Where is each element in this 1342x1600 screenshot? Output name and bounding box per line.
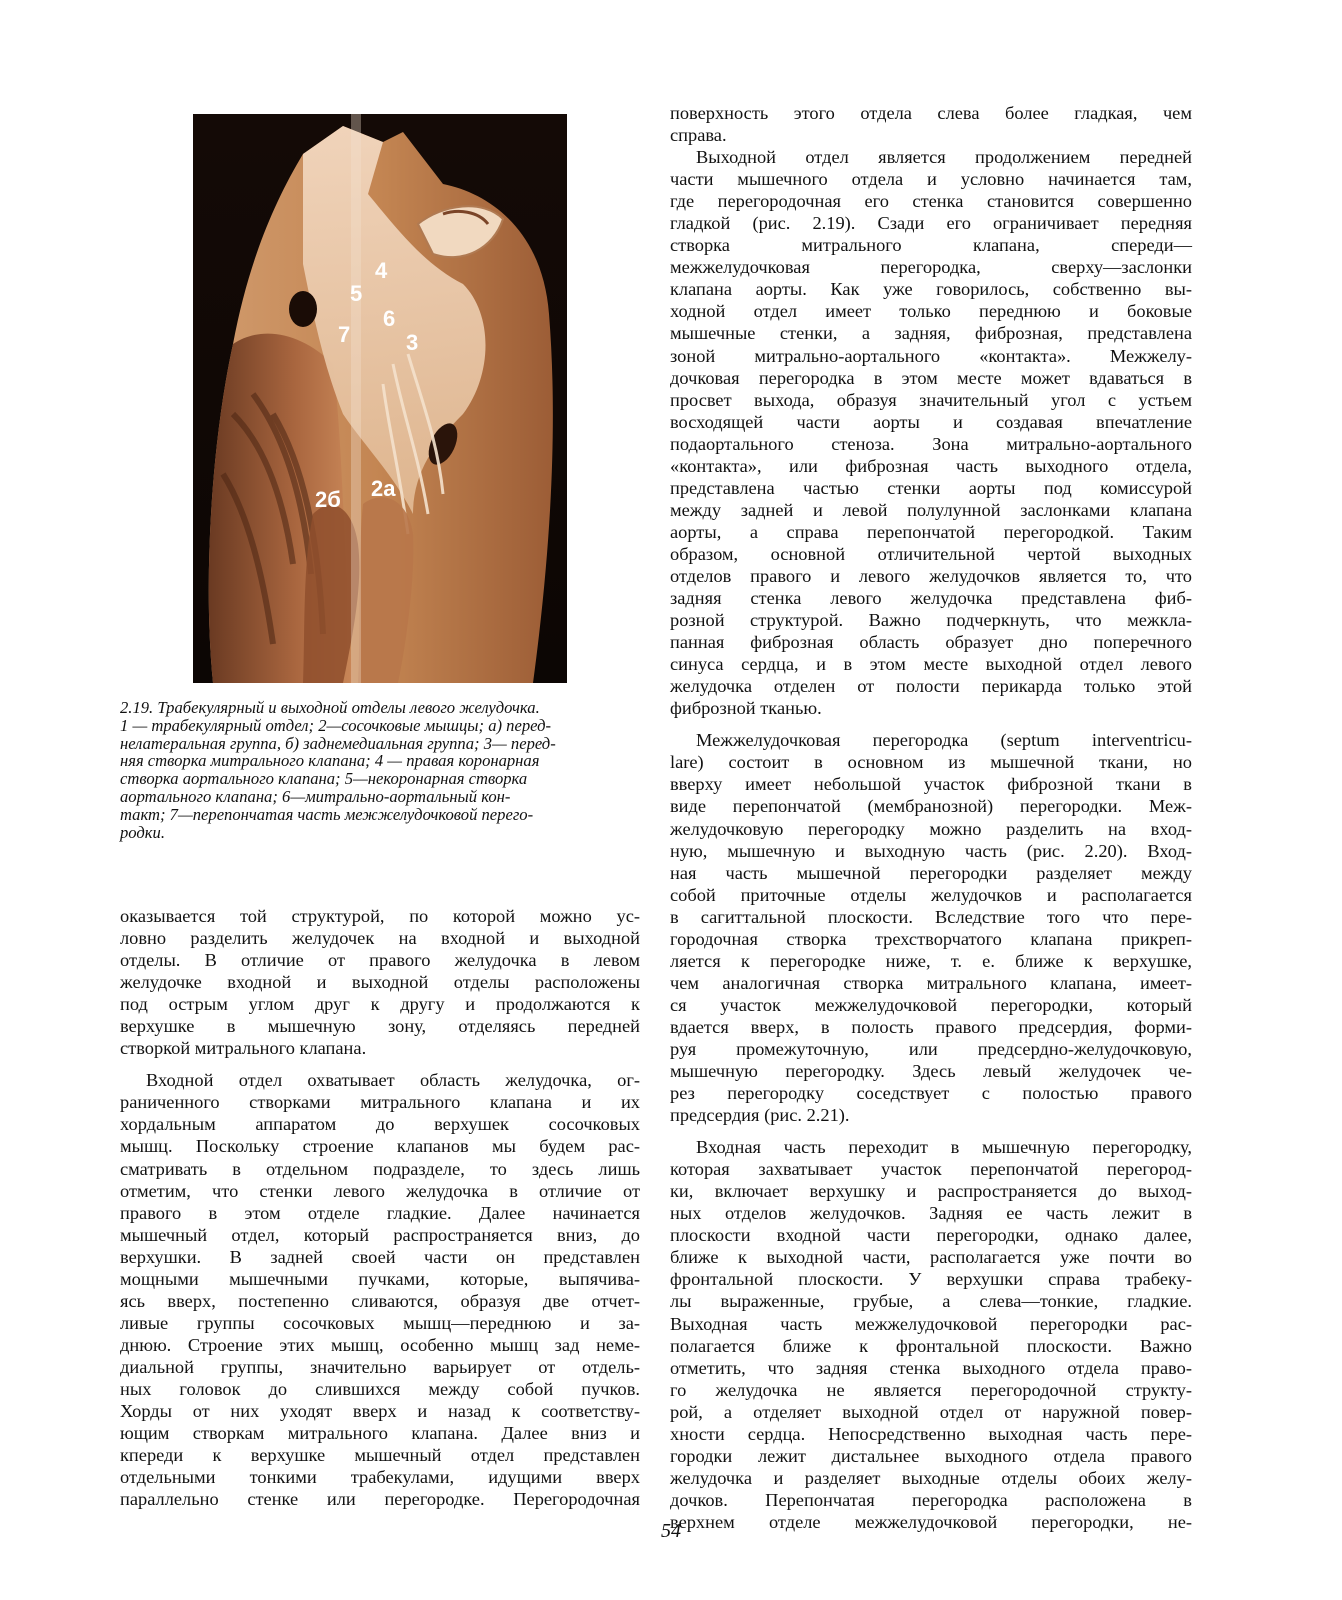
text-line: дочковая перегородка в этом месте может вдаваться в: [670, 367, 1192, 388]
text-line: желудочка отделен от полости перикарда только этой: [670, 676, 1192, 697]
text-line: Межжелудочковая перегородка (septum interventricu-: [696, 730, 1192, 751]
text-line: ки, включает верхушку и распространяется до выход-: [670, 1181, 1192, 1202]
text-line: ных головок до слившихся между собой пучков.: [120, 1378, 640, 1399]
caption-line: такт; 7—перепончатая часть межжелудочковой перего-: [120, 804, 534, 824]
text-line: параллельно стенке или перегородке. Перегородочная: [120, 1489, 640, 1510]
text-line: створкой митрального клапана.: [120, 1038, 367, 1059]
text-line: рой, а отделяет выходной отдел от наружной повер-: [670, 1401, 1192, 1422]
text-line: лы выраженные, грубые, а слева—тонкие, гладкие.: [670, 1291, 1192, 1312]
text-line: руя промежуточную, или предсердно-желудочковую,: [670, 1038, 1192, 1059]
text-line: фиброзной тканью.: [670, 698, 822, 719]
text-line: предсердия (рис. 2.21).: [670, 1105, 850, 1126]
text-line: мышечную перегородку. Здесь левый желудочек че-: [670, 1061, 1192, 1082]
text-line: ная часть мышечной перегородки разделяет между: [670, 862, 1192, 883]
text-line: ясь вверх, постепенно сливаются, образуя две отчет-: [120, 1290, 640, 1311]
text-line: ближе к выходной части, располагается уже почти во: [670, 1247, 1192, 1268]
right-column-text: [670, 102, 1192, 1533]
text-line: зоной митрально-аортального «контакта». Межжелу-: [670, 345, 1192, 366]
text-line: хности сердца. Непосредственно выходная часть пере-: [670, 1423, 1192, 1444]
text-line: между задней и левой полулунной заслонками клапана: [670, 499, 1192, 520]
text-line: ную, мышечную и выходную часть (рис. 2.20). Вход-: [670, 840, 1192, 861]
text-line: «контакта», или фиброзная часть выходного отдела,: [670, 455, 1192, 476]
text-line: отдельными тонкими трабекулами, идущими вверх: [120, 1467, 640, 1488]
caption-line: 2.19. Трабекулярный и выходной отделы левого желудочка.: [120, 698, 540, 717]
text-line: просвет выхода, образуя значительный угол с устьем: [670, 389, 1192, 410]
text-line: ляется к перегородке ниже, т. е. ближе к верхушке,: [670, 950, 1192, 971]
left-column-text: [120, 905, 640, 1510]
text-line: поверхность этого отдела слева более гладкая, чем: [670, 103, 1192, 123]
text-line: городки лежит дистальнее выходного отдела правого: [670, 1445, 1192, 1466]
text-line: дочков. Перепончатая перегородка расположена в: [670, 1489, 1192, 1510]
paragraph: [670, 146, 1192, 719]
paragraph: [120, 1069, 640, 1510]
text-line: желудочке входной и выходной отделы расположены: [120, 972, 640, 993]
text-line: правого в этом отделе гладкие. Далее начинается: [120, 1202, 640, 1223]
text-line: кпереди к верхушке мышечный отдел представлен: [120, 1445, 640, 1466]
caption-line: родки.: [120, 822, 165, 842]
paragraph: [670, 102, 1192, 146]
caption-line: створка аортального клапана; 5—некоронарная створка: [120, 769, 528, 789]
text-line: ходной отдел имеет только переднюю и боковые: [670, 301, 1192, 322]
text-line: где перегородочная его стенка становится совершенно: [670, 191, 1192, 212]
text-line: ливые группы сосочковых мышц—переднюю и за-: [120, 1312, 640, 1333]
text-line: межжелудочковая перегородка, сверху—заслонки: [670, 257, 1192, 278]
page-number: 54: [661, 1520, 681, 1542]
text-line: представлена частью стенки аорты под комиссурой: [670, 477, 1192, 498]
text-line: синуса сердца, и в этом месте выходной отдел левого: [670, 654, 1192, 675]
text-line: задняя стенка левого желудочка представлена фиб-: [670, 588, 1192, 609]
text-line: в сагиттальной плоскости. Вследствие того что пере-: [670, 906, 1192, 927]
caption-line: 1 — трабекулярный отдел; 2—сосочковые мышцы; а) перед-: [120, 715, 551, 735]
figure-label-3: 3: [406, 330, 419, 355]
text-line: гладкой (рис. 2.19). Сзади его ограничивает передняя: [670, 213, 1192, 234]
figure-label-4: 4: [375, 258, 388, 283]
text-line: Хорды от них уходят вверх и назад к соответству-: [120, 1401, 640, 1422]
text-line: подаортального стеноза. Зона митрально-аортального: [670, 433, 1192, 454]
text-line: отметим, что стенки левого желудочка в отличие от: [120, 1180, 640, 1201]
text-line: створка митрального клапана, спереди—: [670, 235, 1192, 256]
text-line: аорты, а справа перепончатой перегородкой. Таким: [670, 521, 1192, 542]
figure-label-6: 6: [383, 306, 396, 331]
text-line: чем аналогичная створка митрального клапана, имеет-: [670, 972, 1192, 993]
text-line: клапана аорты. Как уже говорилось, собственно вы-: [670, 279, 1192, 300]
text-line: отметить, что задняя стенка выходного отдела право-: [670, 1357, 1192, 1378]
heart-specimen-photo: [193, 114, 567, 683]
text-line: образом, основной отличительной чертой выходных: [670, 543, 1192, 564]
text-line: мышц. Поскольку строение клапанов мы будем рас-: [120, 1136, 640, 1157]
text-line: диальной группы, значительно варьирует от отдель-: [120, 1356, 640, 1377]
text-line: мышечный отдел, который распространяется вниз, до: [120, 1224, 640, 1245]
figure-label-7: 7: [338, 322, 351, 347]
text-line: Выходная часть межжелудочковой перегородки рас-: [670, 1313, 1192, 1334]
text-line: хордальным аппаратом до верхушек сосочковых: [120, 1114, 640, 1135]
text-line: мощными мышечными пучками, которые, выпячива-: [120, 1268, 640, 1289]
text-line: lare) состоит в основном из мышечной ткани, но: [670, 752, 1192, 773]
figure-label-2a: 2а: [371, 476, 396, 501]
text-line: виде перепончатой (мембранозной) перегородки. Меж-: [670, 796, 1192, 817]
text-line: плоскости входной части перегородки, однако далее,: [670, 1225, 1192, 1246]
text-line: Входная часть переходит в мышечную перегородку,: [696, 1137, 1192, 1158]
text-line: части мышечного отдела и условно начинается там,: [670, 169, 1192, 190]
paragraph: [670, 1136, 1192, 1533]
text-line: верхушке в мышечную зону, отделяясь передней: [120, 1016, 640, 1037]
text-line: розной структурой. Важно подчеркнуть, что межкла-: [670, 610, 1192, 631]
text-line: ных отделов желудочков. Задняя ее часть лежит в: [670, 1203, 1192, 1224]
text-line: ловно разделить желудочек на входной и выходной: [120, 928, 640, 949]
text-line: под острым углом друг к другу и продолжаются к: [120, 994, 640, 1015]
text-line: Входной отдел охватывает область желудочка, ог-: [146, 1070, 640, 1091]
text-line: отделы. В отличие от правого желудочка в левом: [120, 950, 640, 971]
figure-label-2b: 2б: [315, 487, 341, 512]
text-line: мышечные стенки, а задняя, фиброзная, представлена: [670, 323, 1192, 344]
text-line: Выходной отдел является продолжением передней: [696, 147, 1192, 168]
text-line: желудочка и разделяет выходные отделы обоих желу-: [670, 1467, 1192, 1488]
text-line: справа.: [670, 125, 727, 146]
text-line: оказывается той структурой, по которой можно ус-: [120, 906, 640, 926]
caption-line: нелатеральная группа, б) заднемедиальная группа; 3— перед-: [120, 733, 556, 753]
figure-caption: [120, 699, 640, 841]
text-line: которая захватывает участок перепончатой перегород-: [670, 1159, 1192, 1180]
text-line: отделов правого и левого желудочков является то, что: [670, 565, 1192, 586]
figure-label-5: 5: [350, 281, 363, 306]
paragraph: [670, 729, 1192, 1126]
text-line: фронтальной плоскости. У верхушки справа трабеку-: [670, 1269, 1192, 1290]
text-line: панная фиброзная область образует дно поперечного: [670, 632, 1192, 653]
caption-line: няя створка митрального клапана; 4 — правая коронарная: [120, 751, 540, 771]
text-line: ющим створкам митрального клапана. Далее вниз и: [120, 1423, 640, 1444]
text-line: городочная створка трехстворчатого клапана прикреп-: [670, 928, 1192, 949]
caption-line: аортального клапана; 6—митрально-аортальный кон-: [120, 786, 511, 806]
text-line: собой приточные отделы желудочков и располагается: [670, 884, 1192, 905]
text-line: рез перегородку соседствует с полостью правого: [670, 1083, 1192, 1104]
text-line: восходящей части аорты и создавая впечатление: [670, 411, 1192, 432]
heart-photo-graphic: [193, 114, 567, 683]
text-line: верхушки. В задней своей части он представлен: [120, 1246, 640, 1267]
text-line: желудочковую перегородку можно разделить на вход-: [670, 818, 1192, 839]
paragraph: [120, 905, 640, 1059]
text-line: ся участок межжелудочковой перегородки, который: [670, 994, 1192, 1015]
text-line: сматривать в отдельном подразделе, то здесь лишь: [120, 1158, 640, 1179]
text-line: полагается ближе к фронтальной плоскости. Важно: [670, 1335, 1192, 1356]
text-line: днюю. Строение этих мышц, особенно мышц зад неме-: [120, 1334, 640, 1355]
text-line: раниченного створками митрального клапана и их: [120, 1092, 640, 1113]
text-line: верхнем отделе межжелудочковой перегородки, не-: [670, 1511, 1192, 1532]
text-line: го желудочка не является перегородочной структу-: [670, 1379, 1192, 1400]
text-line: вдается вверх, в полость правого предсердия, форми-: [670, 1016, 1192, 1037]
text-line: вверху имеет небольшой участок фиброзной ткани в: [670, 774, 1192, 795]
